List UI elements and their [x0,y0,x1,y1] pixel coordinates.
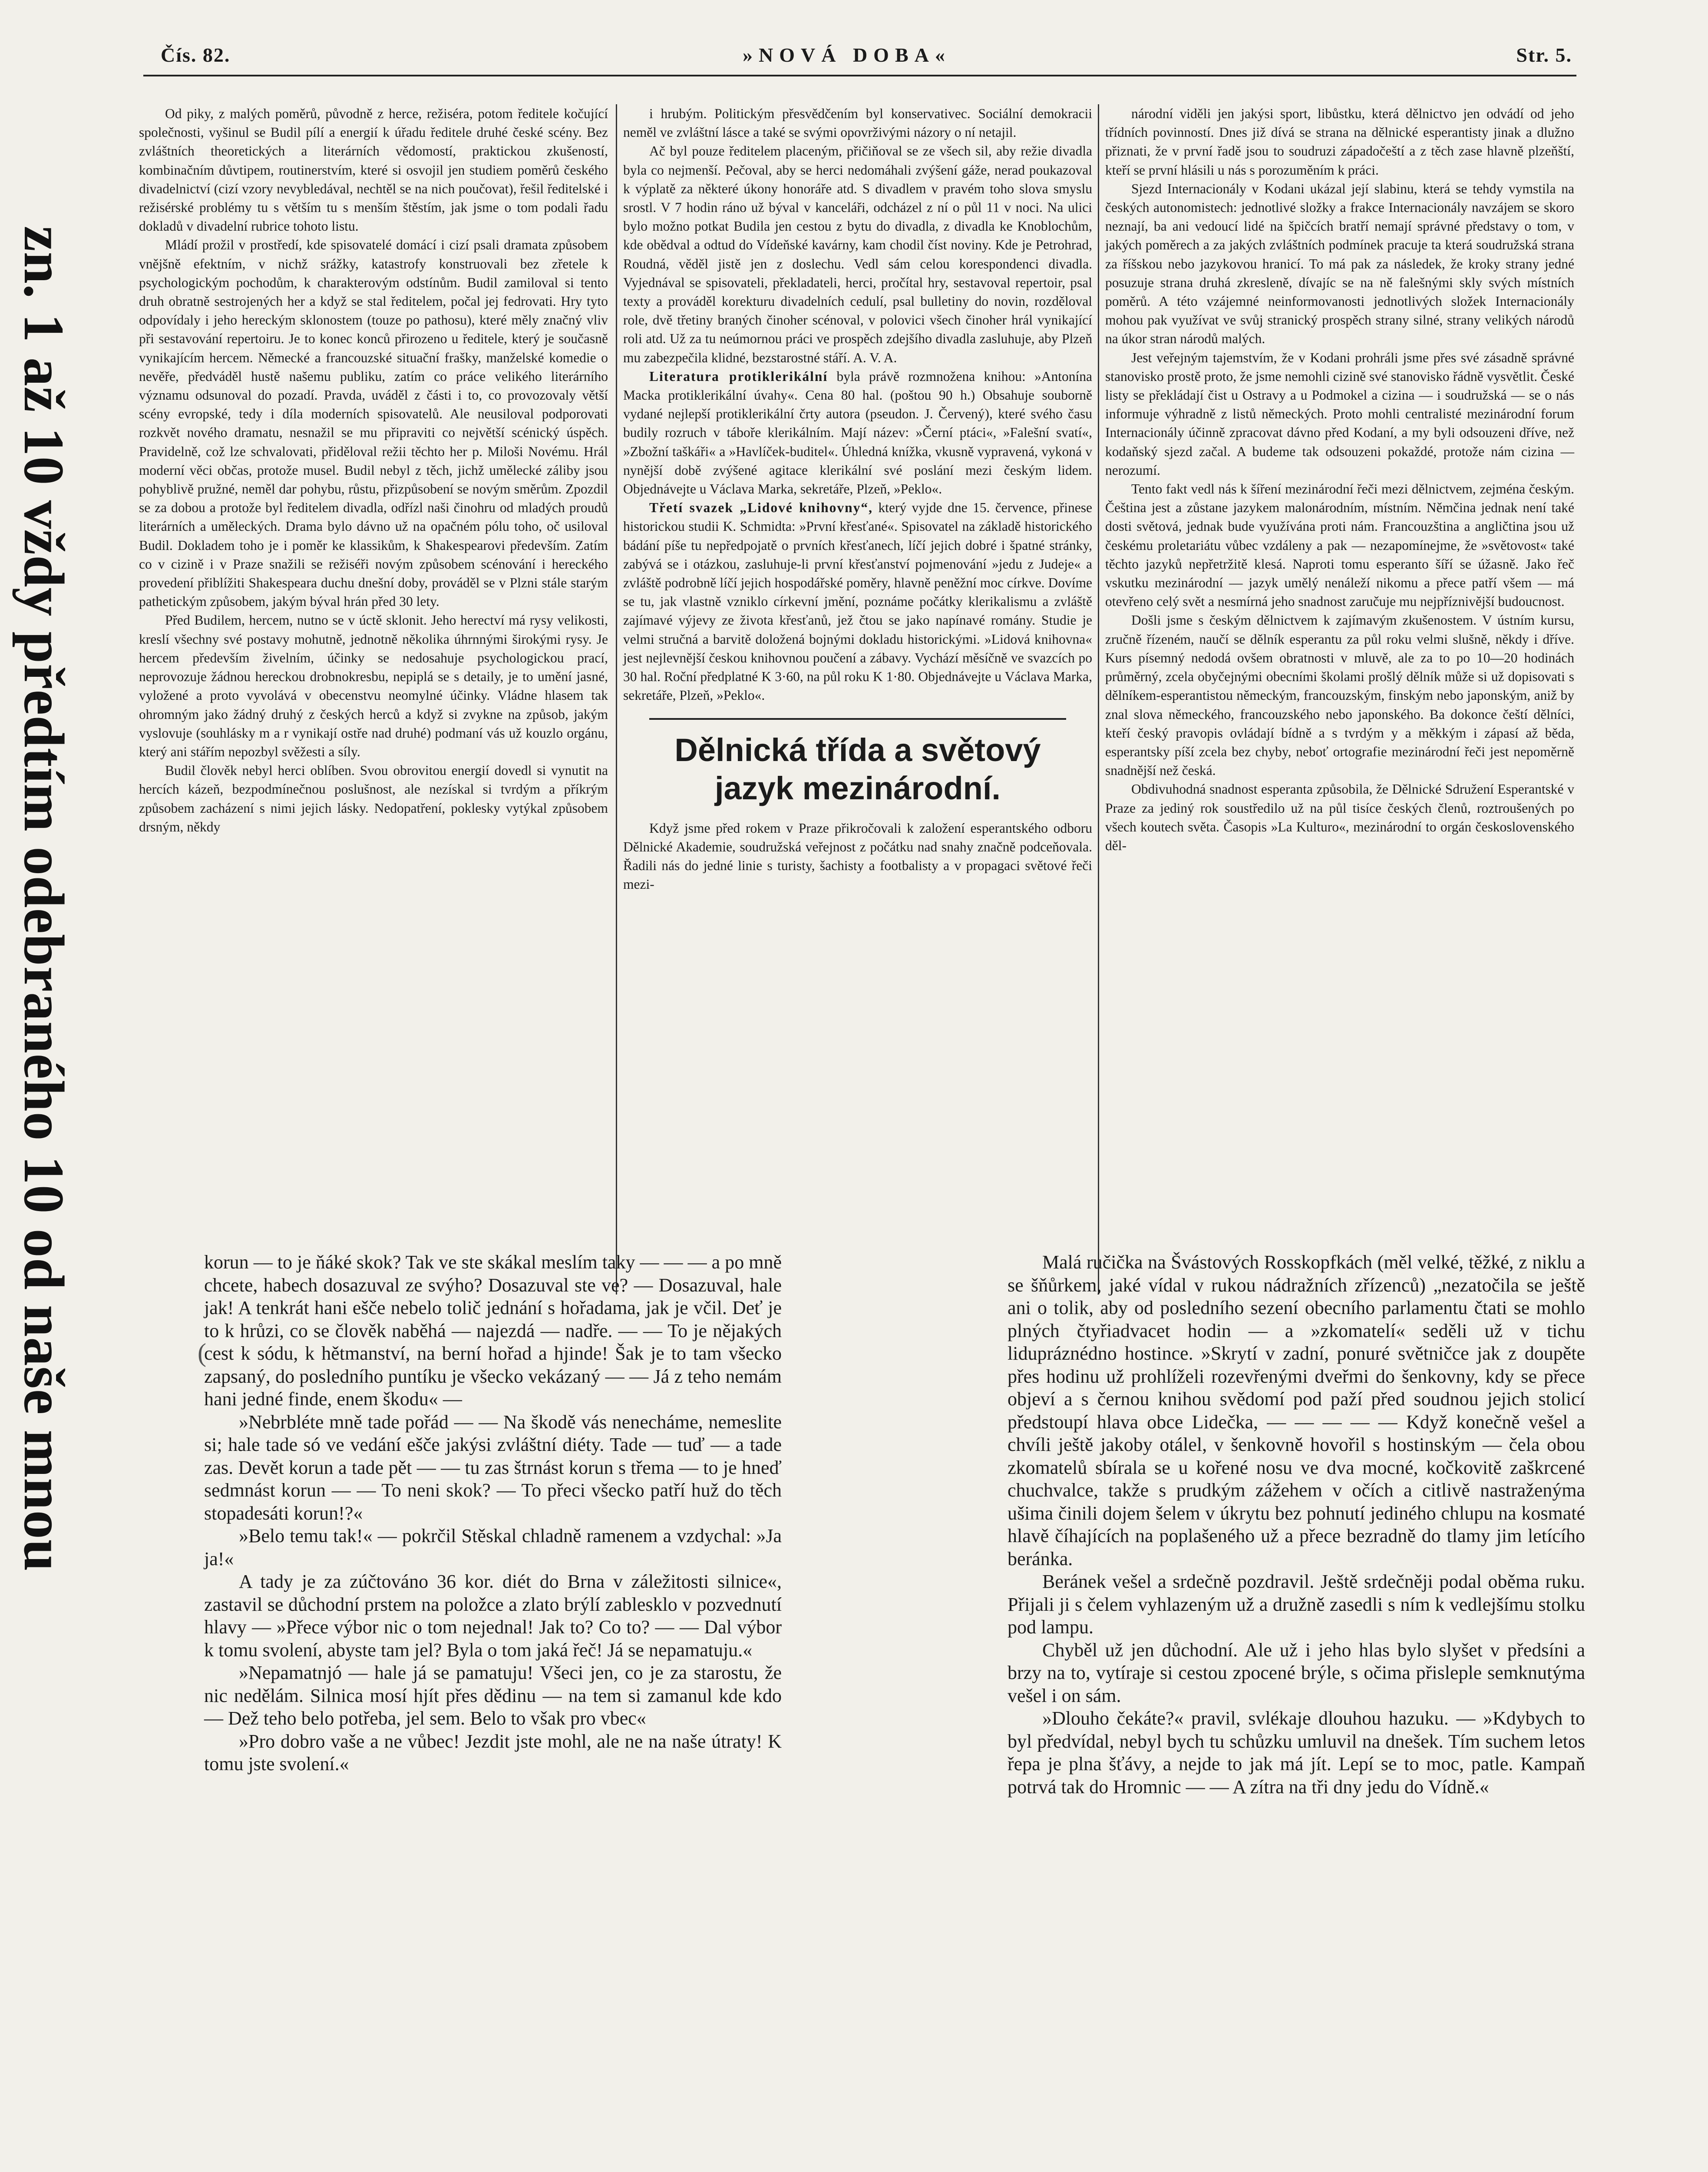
rotated-margin-text [12,226,77,2172]
article-title-line-1: Dělnická třída a světový [674,732,1041,768]
story-paragraph: Beránek vešel a srdečně pozdravil. Ještě srdečněji podal oběma ruku. Přijali ji s čelem vyhlazeným už a družně zasedli s ním k vedlejšímu stolku pod lampu. [1008,1571,1585,1638]
story-paragraph: »Nepamatnjó — hale já se pamatuju! Všeci jen, co je za starostu, že nic nedělám. Silnica mosí hjít přes dědinu — na tem si zamanul kde kdo — Dež teho belo potřeba, jel sem. Belo to však pro vbec« [204,1662,782,1729]
header-rule [143,75,1576,76]
paragraph: Před Budilem, hercem, nutno se v úctě sklonit. Jeho herectví má rysy velikosti, kreslí všechny své postavy mohutně, jednotně několika úhrnnými širokými rysy. Je hercem především živelním, účinky se nedosahuje psychologickou prací, neprovozuje žádnou hereckou drobnokresbu, nepiplá se s detaily, je to umění jasné, vyložené a proto vyvolává v obecenstvu neomylné účinky. Vládne hlasem tak ohromným jako žádný druhý z českých herců a když si zvykne na způsob, jakým vyslovuje (souhlásky m a r vynikají ostře nad druhé) podmaní vás už kouzlo orgánu, který ani stářím nepozbyl svěžesti a síly. [139,613,608,759]
story-paragraph: »Nebrbléte mně tade pořád — — Na škodě vás nenecháme, nemeslite si; hale tade só ve vedání ešče jakýsi zvláštní diéty. Tade — tuď — a tade zas. Devět korun a tade pět — — tu zas štrnást korun s třema — to je hneď sedmnást korun — — To neni skok? — To přeci všecko patří huž do těch stopadesáti korun!?« [204,1411,782,1524]
notice-body: který vyjde dne 15. července, přinese historickou studii K. Schmidta: »První křesťané«. Spisovatel na základě historického bádání píše tu nepředpojatě o prvních křesťanech, líčí jejich dobré i špatné stránky, zabývá se i otázkou, zasluhuje-li první křesťanství pojmenování »jedu z Judeje« a zvláště podrobně líčí jejich hospodářské poměry, hlavně peněžní moc církve. Dovíme se tu, jak vlastně vzniklo církevní jmění, poznáme počátky klerikalismu a zvláště zajímavé výjevy ze života křesťanů, jež čtou se jako napínavé romány. Studie je velmi stručná a barvitě doložená bojnými dokladu historickými. »Lidová knihovna« jest nejlevnější českou knihovnou poučení a zábavy. Vychází měsíčně ve svazcích po 30 hal. Roční předplatné K 3·60, na půl roku K 1·80. Objednávejte u Václava Marka, sekretáře, Plzeň, »Peklo«. [623,500,1093,703]
paragraph: Obdivuhodná snadnost esperanta způsobila, že Dělnické Sdružení Esperantské v Praze za jediný rok soustředilo už na půl tisíce českých členů, roztroušených po všech koutech světa. Časopis »La Kulturo«, mezinárodní to orgán československého děl- [1105,781,1574,853]
paragraph: národní viděli jen jakýsi sport, libůstku, která dělnictvo jen odvádí od jeho třídních povinností. Dnes již dívá se strana na dělnické esperantisty jinak a dlužno přiznati, že v první řadě jsou to soudruzi západočeští a z těch zase hlavně plzeňští, kteří se první hlásili u nás s porozuměním k práci. [1105,106,1574,178]
column-divider [1098,104,1099,1295]
story-paragraph: »Belo temu tak!« — pokrčil Stěskal chladně ramenem a vzdychal: »Ja ja!« [204,1525,782,1569]
article-title-line-2: jazyk mezinárodní. [715,770,1001,806]
column-budil-article [139,104,608,836]
notice-third-volume [623,498,1092,705]
column-divider [616,104,617,1295]
paragraph: Tento fakt vedl nás k šíření mezinárodní řeči mezi dělnictvem, zejména českým. Čeština jest a zůstane jazykem malonárodním, místním. Němčina jednak není také dosti světová, jednak bude využívána proti nám. Francouzština a angličtina jsou už českému proletariátu vůbec vzdáleny a pak — nezapomínejme, že »světovost« také těchto jazyků nepřetržitě klesá. Naproti tomu esperanto šíří se úžasně. Jako řeč vskutku mezinárodní — jazyk umělý nenáleží nikomu a přece patří všem — má otevřeno celý svět a nesmírná jeho snadnost zaručuje mu nejpříznivější budoucnost. [1105,481,1574,609]
paragraph: Jest veřejným tajemstvím, že v Kodani prohráli jsme přes své zásadně správné stanovisko prostě proto, že jsme nemohli cizině své stanovisko řádně vysvětlit. České listy se překládají čist u Ostravy a u Podmokel a cizina — i soudružská — se o nás informuje výhradně z listů německých. Proto mohli centralisté mezinárodní forum Internacionály účinně zpracovat dávno před Kodaní, a my byli odsouzeni dříve, než kodaňský sjezd začal. A budeme tak odsouzeni pokaždé, protože nám cizina — nerozumí. [1105,350,1574,478]
story-paragraph: Chyběl už jen důchodní. Ale už i jeho hlas bylo slyšet v předsíni a brzy na to, vytíraje si cestou zpocené brýle, s očima přisleple semknutýma vešel i on sám. [1008,1639,1585,1706]
story-column-left [204,1251,782,1776]
notice-heading: Literatura protiklerikální [649,368,828,384]
story-paragraph: »Dlouho čekáte?« pravil, svlékaje dlouhou hazuku. — »Kdybych to byl předvídal, nebyl bych tu schůzku umluvil na dnešek. Tím suchem letos řepa je plna šťávy, a nejde to jak má jít. Lepí se to moc, patle. Kampaň potrvá tak do Hromnic — — A zítra na tři dny jedu do Vídně.« [1008,1708,1585,1798]
column-middle [623,104,1092,894]
story-paragraph: Malá ručička na Švástových Rosskopfkách (měl velké, těžké, z niklu a se šňůrkem, jaké vídal v rukou nádražních zřízenců) „nezatočila se ještě ani o tolik, aby od posledního sezení obecního parlamentu čtati se mohlo plných čtyřiadvacet hodin — a »zkomatelí« seděli už v tichu lidupráznédno hostince. »Skrytí v zadní, ponuré světničce jak z doupěte přes hodinu už prohlíželi rozevřenými dveřmi do šenkovny, kdy se přece objeví a s černou knihou svědomí pod paží před soudnou jejich stolicí předstoupí hlava obce Lidečka, — — — — — Když konečně vešel a chvíli ještě jakoby otálel, v šenkovně hovořil s hostinským — čela obou zkomatelů sbírala se u kořené nosu ve dva mocné, kočkovitě zaškrcené chuchvalce, takže s prudkým zážehem v očích a citlivě nastraženýma ušima činili dojem šelem v úkrytu bez pohnutí jediného chlupu na kosmaté hlavě číhajících na poplašeného už a přece bezradně do tlamy jim letícího beránka. [1008,1252,1585,1569]
paragraph: Budil člověk nebyl herci oblíben. Svou obrovitou energií dovedl si vynutit na hercích kázeň, bezpodmínečnou poslušnost, ale nezískal si tvrdým a příkrým způsobem zacházení s nimi jejich lásky. Nedopatření, poklesky vytýkal způsobem drsným, někdy [139,763,608,834]
notice-body: byla právě rozmnožena knihou: »Antonína Macka protiklerikální úvahy«. Cena 80 hal. (poštou 90 h.) Obsahuje souborně vydané nejlepší protiklerikální črty autora (pseudon. J. Červený), které svého času budily rozruch v táboře klerikálním. Mají název: »Černí ptáci«, »Falešní svatí«, »Zbožní taškáři« a »Havlíček-buditel«. Úhledná knížka, vkusně vypravená, vykoná v nynější době zvýšené agitace klerikální své poslání mezi českým lidem. Objednávejte u Václava Marka, sekretáře, Plzeň, »Peklo«. [623,368,1093,497]
story-column-right [1008,1251,1585,1798]
paragraph: Ač byl pouze ředitelem placeným, přičiňoval se ze všech sil, aby režie divadla byla co nejmenší. Pečoval, aby se herci nedomáhali zvýšení gáže, nerad poukazoval k výplatě za některé úkony honoráře atd. S divadlem v pravém toho slova smyslu srostl. V 7 hodin ráno už býval v kanceláři, odcházel z ní o půl 11 v noci. Na ulici bylo možno potkat Budila jen cestou z bytu do divadla, z divadla ke Knoblochům, kde obědval a odtud do Vídeňské kavárny, kam chodil číst noviny. Kde je Petrohrad, Roudná, věděl jistě jen z doslechu. Vedl sám celou korespondenci divadla. Vyjednával se spisovateli, překladateli, herci, pročítal hry, sestavoval repertoir, psal texty a prováděl korekturu divadelních cedulí, psal bulletiny do novin, rozděloval role, dvě třetiny braných činoher scénoval, v polovici všech činoher hrál vynikající roli atd. Už za tu neúmornou práci ve prospěch zdejšího divadla zasluhuje, aby Plzeň mu zabezpečila klidné, bezstarostné stáří. A. V. A. [623,143,1092,365]
column-esperanto-article [1105,104,1574,855]
article-intro: Když jsme před rokem v Praze přikročovali k založení esperantského odboru Dělnické Akademie, soudružská veřejnost z počátku nad snahy značně podceňovala. Řadili nás do jedné linie s turisty, šachisty a footbalisty a v propagaci světové řeči mezi- [623,820,1092,892]
notice-anticlerical-literature [623,367,1092,498]
paragraph: Došli jsme s českým dělnictvem k zajímavým zkušenostem. V ústním kursu, zručně řízeném, naučí se dělník esperantu za půl roku velmi slušně, někdy i dříve. Kurs písemný nedodá ovšem obratnosti v mluvě, ale za to po 10—20 hodinách průměrný, zcela obyčejnými obecními školami prošlý dělník může si už dopisovati s dělníkem-esperantistou německým, francouzským, finským nebo japonským, aniž by znal slova německého, francouzského nebo japonského. Ba dokonce čeští dělníci, kteří český pravopis ovládají bídně a s tvrdým y a měkkým i zápasí až běda, esperantsky píší zcela bez chyby, neboť ortografie mezinárodní řeči jest nepoměrně snadnější než česká. [1105,613,1574,778]
page-number: Str. 5. [1516,44,1572,66]
paragraph: Sjezd Internacionály v Kodani ukázal její slabinu, která se tehdy vymstila na českých autonomistech: jednotlivé složky a frakce Internacionály navzájem se skoro neznají, ba ani vedoucí lidé na špičcích bratří nemají správné představy o tom, v jakých poměrech a za jakých zvláštních podmínek pracuje ta která soudružská strana za říšskou nebo jazykovou hranicí. To má pak za následek, že kroky strany jedné posuzuje strana druhá zkresleně, dívajíc se na ně falešnými skly svých místních poměrů. A této vzájemné neinformovanosti jednotlivých složek Internacionály mohou pak využívat ve svůj stranický prospěch strany silné, strany velikých národů na úkor stran národů malých. [1105,181,1574,347]
paragraph: i hrubým. Politickým přesvědčením byl konservativec. Sociální demokracii neměl ve zvláštní lásce a také se svými opovrživými názory o ní netajil. [623,106,1092,140]
title-rule [649,718,1066,720]
notice-heading: Třetí svazek „Lidové knihovny“, [649,500,873,516]
paragraph: Mládí prožil v prostředí, kde spisovatelé domácí i cizí psali dramata způsobem vnějšně efektním, v nichž srážky, katastrofy konstruovali bez zřetele k psychologickým pochodům, k charakterovým odstínům. Budil zamiloval si tento druh obratně sestrojených her a když se stal ředitelem, počal jej fedrovati. Hry tyto odpovídaly i jeho hereckým sklonostem (touze po pathosu), které měly značný vliv při sestavování repertoiru. Je to konec konců přirozeno u ředitele, který je současně vynikajícím hercem. Německé a francouzské situační frašky, manželské komedie o nevěře, předváděl hustě našemu publiku, zatím co práce velikého literárního významu odsunoval do pozadí. Pravda, uváděl z části i to, co provozovaly větší scény evropské, tedy i díla moderních spisovatelů. Ale neusiloval podporovati rozkvět nového dramatu, nesnažil se mu připraviti co největší scénický úspěch. Pravidelně, což lze schvalovati, přiděloval režii těchto her p. Miloši Novému. Hrál moderní věci občas, protože musel. Budil nebyl z těch, jichž umělecké záliby jsou pohyblivě pružné, neměl dar pohybu, růstu, přizpůsobení se novým směrům. Zpozdil se za dobou a protože byl ředitelem divadla, odřízl naši činohru od mladých proudů literárních a uměleckých. Drama bylo dávno už na opačném pólu toho, oč usiloval Budil. Dokladem toho je i poměr ke klassikům, k Shakespearovi především. Zatím co v cizině i v Praze snažili se režiséři novým způsobem scénování i hereckého provedení přiblížiti Shakespeara duchu dnešní doby, prováděl se v Plzni stále starým pathetickým způsobem, jakým býval hrán před 30 lety. [139,237,608,609]
margin-mark: ( [198,1338,206,1367]
story-paragraph: »Pro dobro vaše a ne vůbec! Jezdit jste mohl, ale ne na naše útraty! K tomu jste svolení.« [204,1730,782,1775]
issue-number: Čís. 82. [161,44,231,66]
rotated-margin-line: zn. 1 až 10 vždy předtím odebraného 10 od naše mnou [12,226,76,1572]
story-paragraph: korun — to je ňáké skok? Tak ve ste skákal meslím taky — — — a po mně chcete, habech dosazuval ze svýho? Dosazuval ste ve? — Dosazuval, hale jak! A tenkrát hani ešče nebelo tolič jednání s hořadama, jak je včil. Deť je to k hrůzi, co se člověk naběhá — najezdá — nadře. — — To je nějakých cest k sódu, k hětmanství, na berní hořad a hjinde! Šak je to tam všecko zapsaný, do posledního puntíku je všecko vekázaný — — Já z teho nemám hani jedné finde, enem škodu« — [204,1252,782,1410]
story-paragraph: A tady je za zúčtováno 36 kor. diét do Brna v záležitosti silnice«, zastavil se důchodní prstem na položce a zlato brýlí zablesklo v pozvednutí hlavy — »Přece výbor nic o tom nejednal! Jak to? Co to? — — Dal výbor k tomu svolení, abyste tam jel? Byla o tom jaká řeč! Já se nepamatuju.« [204,1571,782,1661]
page-header [161,43,1572,70]
article-title-block [623,718,1092,808]
paragraph: Od piky, z malých poměrů, původně z herce, režiséra, potom ředitele kočující společnosti, vyšinul se Budil pílí a energií k úřadu ředitele druhé české scény. Bez zvláštních theoretických a literárních vědomostí, praktickou zkušeností, kombinačním důvtipem, routinerstvím, které si osvojil jen studiem poměrů českého divadelnictví (cizí vzory nevybledával, nechtěl se na nich poučovat), řešil ředitelské i režisérské problémy tu s větším tu s menším štěstím, jak jsme o tom podali řadu dokladů v divadelní rubrice tohoto listu. [139,106,608,234]
masthead-title: »NOVÁ DOBA« [743,44,951,66]
